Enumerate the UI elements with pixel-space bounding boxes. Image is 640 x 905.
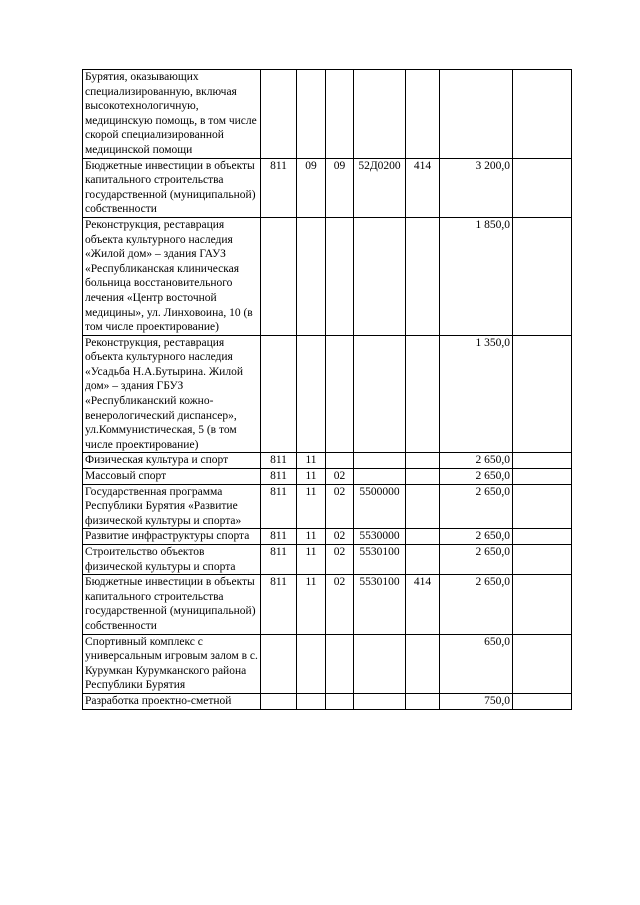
ministry-cell: 811 xyxy=(261,469,297,485)
amount-cell: 2 650,0 xyxy=(440,484,513,529)
section-cell xyxy=(297,634,326,693)
table-row xyxy=(83,693,572,709)
extra-cell xyxy=(513,634,572,693)
expense-type-cell xyxy=(406,217,440,335)
row-name-cell: Развитие инфраструктуры спорта xyxy=(83,529,261,545)
extra-cell xyxy=(513,70,572,159)
section-cell xyxy=(297,217,326,335)
table-row xyxy=(83,70,572,159)
subsection-cell: 09 xyxy=(326,158,354,217)
subsection-cell xyxy=(326,217,354,335)
row-name-cell: Бурятия, оказывающих специализированную, включая высокотехнологичную, медицинскую помощь, в том числе скорой специализированной медицинской помощи xyxy=(83,70,261,159)
expense-type-cell xyxy=(406,545,440,575)
expense-type-cell xyxy=(406,70,440,159)
subsection-cell: 02 xyxy=(326,469,354,485)
table-row xyxy=(83,469,572,485)
amount-cell: 2 650,0 xyxy=(440,453,513,469)
table-row xyxy=(83,545,572,575)
table-row xyxy=(83,484,572,529)
amount-cell: 750,0 xyxy=(440,693,513,709)
table-row xyxy=(83,158,572,217)
section-cell: 11 xyxy=(297,575,326,634)
subsection-cell: 02 xyxy=(326,545,354,575)
target-article-cell xyxy=(354,453,406,469)
expense-type-cell xyxy=(406,634,440,693)
target-article-cell: 5500000 xyxy=(354,484,406,529)
amount-cell: 2 650,0 xyxy=(440,469,513,485)
ministry-cell xyxy=(261,634,297,693)
table-row xyxy=(83,335,572,453)
extra-cell xyxy=(513,469,572,485)
row-name-cell: Реконструкция, реставрация объекта культурного наследия «Усадьба Н.А.Бутырина. Жилой дом» – здания ГБУЗ «Республиканский кожно-венерологический диспансер», ул.Коммунистическая, 5 (в том числе проектирование) xyxy=(83,335,261,453)
expense-type-cell xyxy=(406,529,440,545)
subsection-cell xyxy=(326,335,354,453)
subsection-cell xyxy=(326,70,354,159)
table-row xyxy=(83,634,572,693)
extra-cell xyxy=(513,453,572,469)
target-article-cell xyxy=(354,217,406,335)
table-row xyxy=(83,217,572,335)
section-cell xyxy=(297,70,326,159)
subsection-cell xyxy=(326,634,354,693)
expense-type-cell xyxy=(406,453,440,469)
section-cell: 09 xyxy=(297,158,326,217)
row-name-cell: Массовый спорт xyxy=(83,469,261,485)
expense-type-cell xyxy=(406,693,440,709)
extra-cell xyxy=(513,217,572,335)
row-name-cell: Государственная программа Республики Бурятия «Развитие физической культуры и спорта» xyxy=(83,484,261,529)
extra-cell xyxy=(513,693,572,709)
row-name-cell: Реконструкция, реставрация объекта культурного наследия «Жилой дом» – здания ГАУЗ «Республиканская клиническая больница восстановительного лечения «Центр восточной медицины», ул. Линховоина, 10 (в том числе проектирование) xyxy=(83,217,261,335)
expense-type-cell xyxy=(406,469,440,485)
table-row xyxy=(83,575,572,634)
subsection-cell xyxy=(326,453,354,469)
amount-cell: 650,0 xyxy=(440,634,513,693)
expense-type-cell: 414 xyxy=(406,158,440,217)
table-row xyxy=(83,453,572,469)
subsection-cell xyxy=(326,693,354,709)
row-name-cell: Строительство объектов физической культуры и спорта xyxy=(83,545,261,575)
amount-cell: 1 850,0 xyxy=(440,217,513,335)
extra-cell xyxy=(513,545,572,575)
ministry-cell xyxy=(261,693,297,709)
row-name-cell: Спортивный комплекс с универсальным игровым залом в с. Курумкан Курумканского района Республики Бурятия xyxy=(83,634,261,693)
expense-type-cell xyxy=(406,484,440,529)
ministry-cell: 811 xyxy=(261,158,297,217)
expense-type-cell: 414 xyxy=(406,575,440,634)
row-name-cell: Разработка проектно-сметной xyxy=(83,693,261,709)
table-row xyxy=(83,529,572,545)
amount-cell: 3 200,0 xyxy=(440,158,513,217)
ministry-cell: 811 xyxy=(261,545,297,575)
expense-type-cell xyxy=(406,335,440,453)
budget-table xyxy=(82,69,572,710)
target-article-cell xyxy=(354,693,406,709)
target-article-cell xyxy=(354,634,406,693)
ministry-cell: 811 xyxy=(261,484,297,529)
ministry-cell: 811 xyxy=(261,529,297,545)
target-article-cell: 52Д0200 xyxy=(354,158,406,217)
row-name-cell: Физическая культура и спорт xyxy=(83,453,261,469)
target-article-cell xyxy=(354,335,406,453)
ministry-cell xyxy=(261,70,297,159)
extra-cell xyxy=(513,484,572,529)
extra-cell xyxy=(513,335,572,453)
row-name-cell: Бюджетные инвестиции в объекты капитального строительства государственной (муниципальной) собственности xyxy=(83,575,261,634)
extra-cell xyxy=(513,575,572,634)
amount-cell: 2 650,0 xyxy=(440,575,513,634)
amount-cell: 2 650,0 xyxy=(440,529,513,545)
amount-cell: 2 650,0 xyxy=(440,545,513,575)
target-article-cell xyxy=(354,469,406,485)
row-name-cell: Бюджетные инвестиции в объекты капитального строительства государственной (муниципальной) собственности xyxy=(83,158,261,217)
ministry-cell xyxy=(261,217,297,335)
target-article-cell: 5530100 xyxy=(354,545,406,575)
section-cell xyxy=(297,693,326,709)
subsection-cell: 02 xyxy=(326,575,354,634)
target-article-cell: 5530100 xyxy=(354,575,406,634)
section-cell: 11 xyxy=(297,453,326,469)
amount-cell xyxy=(440,70,513,159)
extra-cell xyxy=(513,529,572,545)
extra-cell xyxy=(513,158,572,217)
amount-cell: 1 350,0 xyxy=(440,335,513,453)
subsection-cell: 02 xyxy=(326,484,354,529)
target-article-cell: 5530000 xyxy=(354,529,406,545)
ministry-cell: 811 xyxy=(261,575,297,634)
section-cell: 11 xyxy=(297,545,326,575)
section-cell: 11 xyxy=(297,529,326,545)
section-cell: 11 xyxy=(297,484,326,529)
section-cell: 11 xyxy=(297,469,326,485)
ministry-cell xyxy=(261,335,297,453)
ministry-cell: 811 xyxy=(261,453,297,469)
target-article-cell xyxy=(354,70,406,159)
section-cell xyxy=(297,335,326,453)
subsection-cell: 02 xyxy=(326,529,354,545)
